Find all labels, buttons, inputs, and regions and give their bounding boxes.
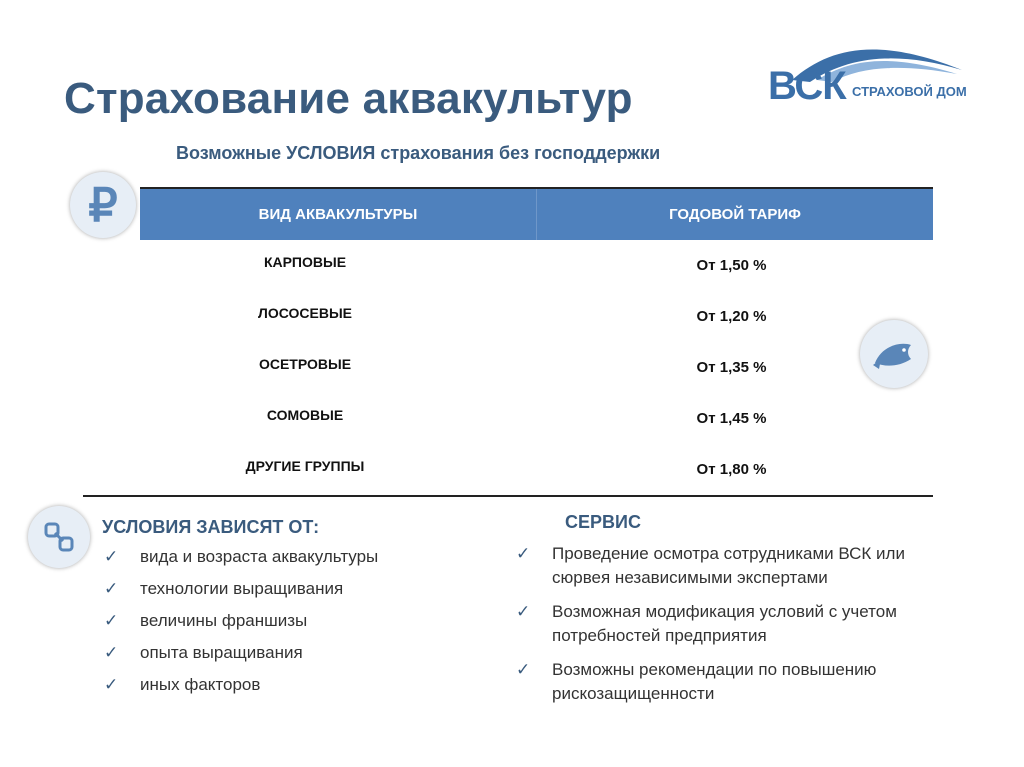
checkmark-icon: ✓ bbox=[516, 544, 531, 563]
culture-type-cell: КАРПОВЫЕ bbox=[263, 253, 347, 270]
logo-brand: ВСК bbox=[768, 64, 846, 108]
vsk-logo bbox=[762, 40, 972, 110]
table-row bbox=[140, 444, 933, 495]
rate-cell: От 1,80 % bbox=[696, 461, 767, 478]
header-annual-rate: ГОДОВОЙ ТАРИФ bbox=[536, 189, 933, 240]
list-item: ✓ Возможны рекомендации по повышению рискозащищенности bbox=[516, 660, 877, 703]
checkmark-icon: ✓ bbox=[104, 675, 119, 694]
conditions-title: УСЛОВИЯ ЗАВИСЯТ ОТ: bbox=[102, 517, 320, 537]
list-item: ✓ вида и возраста аквакультуры bbox=[104, 545, 484, 569]
checkmark-icon: ✓ bbox=[516, 660, 531, 679]
culture-type-cell: ЛОСОСЕВЫЕ bbox=[258, 304, 352, 321]
list-item: ✓ технологии выращивания bbox=[104, 577, 484, 601]
list-item: ✓ Проведение осмотра сотрудниками ВСК или сюрвея независимыми экспертами bbox=[516, 544, 905, 587]
rate-cell: От 1,35 % bbox=[696, 359, 767, 376]
rate-cell: От 1,50 % bbox=[696, 257, 767, 274]
checkmark-icon: ✓ bbox=[104, 579, 119, 598]
service-list bbox=[516, 542, 956, 716]
page-title: Страхование аквакультур bbox=[64, 74, 633, 123]
list-item: ✓ величины франшизы bbox=[104, 609, 484, 633]
service-title: СЕРВИС bbox=[565, 512, 641, 532]
header-culture-type: ВИД АКВАКУЛЬТУРЫ bbox=[140, 189, 536, 240]
culture-type-cell: СОМОВЫЕ bbox=[266, 406, 344, 423]
checkmark-icon: ✓ bbox=[104, 643, 119, 662]
rate-cell: От 1,20 % bbox=[696, 308, 767, 325]
table-bottom-rule bbox=[83, 495, 933, 497]
culture-type-cell: ОСЕТРОВЫЕ bbox=[258, 355, 352, 372]
list-item: ✓ опыта выращивания bbox=[104, 641, 484, 665]
conditions-list bbox=[104, 545, 484, 705]
page-subtitle: Возможные УСЛОВИЯ страхования без господдержки bbox=[176, 143, 661, 163]
logo-tagline: СТРАХОВОЙ ДОМ bbox=[852, 84, 967, 99]
chain-link-icon bbox=[28, 506, 90, 568]
list-item: ✓ иных факторов bbox=[104, 673, 484, 697]
culture-type-cell: ДРУГИЕ ГРУППЫ bbox=[245, 457, 365, 474]
checkmark-icon: ✓ bbox=[516, 602, 531, 621]
tariff-table bbox=[140, 187, 933, 495]
checkmark-icon: ✓ bbox=[104, 611, 119, 630]
checkmark-icon: ✓ bbox=[104, 547, 119, 566]
ruble-icon: ₽ bbox=[70, 172, 136, 238]
list-item: ✓ Возможная модификация условий с учетом потребностей предприятия bbox=[516, 602, 897, 645]
rate-cell: От 1,45 % bbox=[696, 410, 767, 427]
